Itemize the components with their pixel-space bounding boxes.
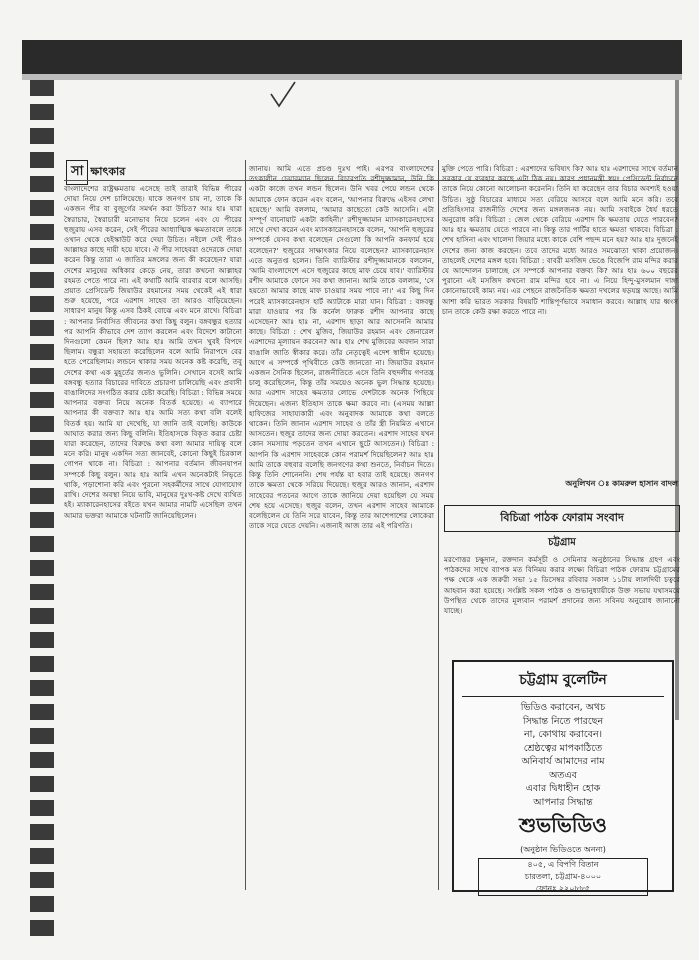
ad-line: এবার দ্বিধাহীন হোক [525,783,601,794]
scan-top-shadow [22,74,682,80]
ad-address-box [478,858,648,896]
ad-line: ভিডিও করাবেন, অথচ [520,702,606,713]
column-text: মুক্তি পেতে পারি। বিচিত্রা : এরশাদের ভবিষ্যৎ কি? আঃ হাঃ এরশাদের সাথে বর্তমান সরকার যে ব্যবহার করছে এটা ঠিক নয়। কারণ প্রধানমন্ত্রী স্বয়ং প্রেসিডেন্ট নির্বাচনে তাকে নিয়ে কোনো আলোচনা করেননি। তিনি যা করেছেন তার বিচার অবশ্যই হওয়া উচিত। সুষ্ঠু বিচারের মাধ্যমে সত্য বেরিয়ে আসবে বলে আমি মনে করি। তবে প্রতিহিংসার রাজনীতি দেশের জন্য মঙ্গলজনক নয়। আমি সবাইকে ধৈর্য ধরতে অনুরোধ করি। বিচিত্রা : জেল থেকে বেরিয়ে এরশাদ কি ক্ষমতায় যেতে পারবেন? আঃ হাঃ ক্ষমতায় যেতে পারবে না। কিন্তু তার পার্টির হাতে ক্ষমতা থাকবে। বিচিত্রা : শেখ হাসিনা এবং খালেদা জিয়ার মধ্যে কাকে বেশি পছন্দ মনে হয়? আঃ হাঃ দুজনেই দেশের জন্য কাজ করছেন। তবে তাদের মধ্যে আরও সমঝোতা থাকা প্রয়োজন। তাহলেই দেশের মঙ্গল হবে। বিচিত্রা : বাবরী মসজিদ ভেঙে বিজেপি রাম মন্দির করার যে আন্দোলন চালাচ্ছে সে সম্পর্কে আপনার বক্তব্য কি? আঃ হাঃ ৬০০ বছরের পুরানো এই মসজিদ কখনো রাম মন্দির হবে না। এ নিয়ে হিন্দু-মুসলমান দাঙ্গা কোনোভাবেই কাম্য নয়। এর পেছনে রাজনৈতিক ক্ষমতা দখলের ষড়যন্ত্র আছে। আমি আশা করি ভারত সরকার বিষয়টি শান্তিপূর্ণভাবে সমাধান করবে। আল্লাহ যার ধ্বংস চান তাকে কেউ রক্ষা করতে পারে না। [442,164,678,316]
byline: অনুলিখন ঃ কামরুল হাসান বাদল [565,479,678,488]
interview-column-1 [64,184,242,894]
ad-line: না, কোথায় করাবেন। [523,729,603,740]
ad-line: আপনার সিদ্ধান্ত [533,796,593,808]
ad-tagline: (অনুষ্ঠান ভিডিওতে অনন্য) [520,845,606,854]
ad-address-line: ৪০৫, এ বিপণি বিতান [527,860,599,869]
masthead-text: ক্ষাৎকার [90,165,126,178]
ad-address-line: চারতলা, চট্টগ্রাম-৪০০০ [524,872,602,881]
binder-holes [30,80,54,940]
masthead-box: সা [66,160,88,185]
ad-line: অনিবার্য আমাদের নাম [521,756,605,767]
forum-body: মরণোত্তর চক্ষুদান, রক্তদান কর্মসূচী ও সেমিনার অনুষ্ঠানের সিদ্ধান্ত গ্রহণ এবং পাঠকদের সাথে ব্যাপক মত বিনিময় করার লক্ষ্যে বিচিত্রা পাঠক ফোরাম চট্টগ্রামের পক্ষ থেকে এক জরুরী সভা ১৫ ডিসেম্বর রবিবার সকাল ১১টায় লালদিঘী চত্বরে আহবান করা হয়েছে। সংশ্লিষ্ট সকল পাঠক ও শুভানুধ্যায়ীকে উক্ত সভায় যথাসময়ে উপস্থিত থেকে তাদের মূল্যবান পরামর্শ প্রদানের জন্য সবিনয় অনুরোধ জানানো যাচ্ছে। [444,555,680,616]
ad-line: অতএব [549,769,577,781]
column-text: জানায়। আমি এতে প্রচণ্ড দুঃখ পাই। এরপর বাংলাদেশের তৎকালীন চেয়ারম্যান ছিলেন বিচারপতি রশীদুজ্জামান, উনি কি একটা কাজে তখন লন্ডন ছিলেন। উনি খবর পেয়ে লন্ডন থেকে আমাকে ফোন করেন এবং বলেন, 'আপনার বিরুদ্ধে এইসব লেখা হয়েছে।' আমি বললাম, 'আমার কাছেতো কেউ আসেনি। এটা সম্পূর্ণ বানোয়াট একটা কাহিনী।' রশীদুজ্জামান ম্যাসকারেনহাসের সাথে দেখা করেন এবং ম্যাসকারেনহাসকে বলেন, 'আপনি হুজুরের সম্পর্কে যেসব কথা বলেছেন সেগুলো কি আপনি কনফার্ম হয়ে বলেছেন?' হুজুরের সাক্ষাৎকার নিয়ে বলেছেন? ম্যাসকারেনহাস এতে অনুতপ্ত হলেন। তিনি ব্যারিস্টার রশীদুজ্জামানকে বললেন, 'আমি বাংলাদেশে এসে হুজুরের কাছে মাফ চেয়ে যাব।' ব্যারিস্টার রশীদ আমাকে ফোনে সব কথা জানান। আমি তাকে বললাম, 'সে হয়তো আমার কাছে মাফ চাওয়ার সময় পাবে না।' এর কিছু দিন পরেই ম্যাসকারেনহাস হার্ট অ্যাটাকে মারা যান। বিচিত্রা : বঙ্গবন্ধু মারা যাওয়ার পর কি কর্নেল ফারুক রশীদ আপনার কাছে এসেছেন? আঃ হাঃ না, এরশাদ ছাড়া আর আসেননি আমার কাছে। বিচিত্রা : শেখ মুজিব, জিয়াউর রহমান এবং জেনারেল এরশাদের মূল্যায়ন করবেন? আঃ হাঃ শেখ মুজিবের অবদান সারা বাঙালি জাতি স্বীকার করে। তাঁর নেতৃত্বেই এদেশ স্বাধীন হয়েছে। আগে এ সম্পর্কে পৃথিবীতে কেউ জানতো না। জিয়াউর রহমান একজন সৈনিক ছিলেন, রাজনীতিতে এসে তিনি বহুদলীয় গণতন্ত্র চালু করেছিলেন, কিন্তু তাঁর সময়েও অনেক ভুল সিদ্ধান্ত হয়েছে। আর এরশাদ সাহেব ক্ষমতার লোভে দেশটাকে অনেক পিছিয়ে দিয়েছেন। এজন্য ইতিহাস তাকে ক্ষমা করবে না। (এসময় আল্লা হাফিজের সাহায্যকারী এবং অনুবাদক আমাকে কথা বলতে থাকেন। তিনি জানান এরশাদ সাহেব ও তাঁর স্ত্রী নিয়মিত এখানে আসতেন। হুজুর তাদের জন্য দোয়া করতেন। এরশাদ সাহেব যখন কোন সমস্যায় পড়তেন তখন এখানে ছুটে আসতেন।) বিচিত্রা : আপনি কি এরশাদ সাহেবকে কোন পরামর্শ দিয়েছিলেন? আঃ হাঃ আমি তাকে বহুবার বলেছি জনগণের কথা শুনতে, নির্বাচন দিতে। কিন্তু তিনি শোনেননি। শেষ পর্যন্ত যা হবার তাই হয়েছে। জনগণ তাকে ক্ষমতা থেকে সরিয়ে দিয়েছে। হুজুর আরও জানান, এরশাদ সাহেবের পতনের আগে তাকে জানিয়ে দেয়া হয়েছিল যে সময় শেষ হয়ে এসেছে। হুজুর বলেন, তখন এরশাদ সাহেব আমাকে বলেছিলেন যে তিনি সরে যাবেন, কিন্তু তার আশেপাশের লোকেরা তাকে সরে যেতে দেয়নি। এজন্যই আজ তার এই পরিণতি। [249,164,434,531]
ad-line: সিদ্ধান্ত নিতে পারছেন [522,715,604,727]
ad-rule [462,696,664,697]
forum-title: বিচিত্রা পাঠক ফোরাম সংবাদ [444,505,680,532]
ad-brand: শুভভিডিও [519,813,607,837]
ad-line: শ্রেষ্ঠত্বের মাপকাঠিতে [523,742,603,754]
interview-column-2 [249,164,434,894]
column-divider [245,160,246,890]
interview-column-3 [442,164,678,476]
section-masthead [66,160,204,182]
column-text: বাংলাদেশের রাষ্ট্রক্ষমতায় এসেছে তাই তারাই বিভিন্ন পীরের দোয়া নিয়ে দেশ চালিয়েছে। যাকে জনগণ চায় না, তাকে কি একজন পীর বা বুজুর্গের সমর্থন করা উচিত? আঃ হাঃ যারা স্বৈরাচার, স্বৈরাচারী মনোভাব নিয়ে চলেন এবং যে পীরের হুজুরায় এসব করেন, সেই পীরের আধ্যাত্মিক ক্ষমতাবলে তাকে ওখান থেকে হেইস্কাউট করে দেয়া উচিত। নইলে সেই পীরও আল্লাহর কাছে দায়ী হয়ে যাবে। ঐ পীর সাহেবরা ওদেরকে দোয়া করেন কিন্তু তারা এ জাতির মঙ্গলের জন্য কী করেছেন? যারা দেশের মানুষের অধিকার কেড়ে নেয়, তারা কখনো আল্লাহর রহমত পেতে পারে না। এই কথাটি আমি বারবার বলে আসছি। প্রয়াত প্রেসিডেন্ট জিয়াউর রহমানের সময় থেকেই এই ধারা শুরু হয়েছে, পরে এরশাদ সাহেব তা আরও বাড়িয়েছেন। সাধারণ মানুষ কিন্তু এসব ঠিকই বোঝে এবং মনে রাখে। বিচিত্রা : আপনার নির্বাসিত জীবনের কথা কিছু বলুন। বঙ্গবন্ধুর হত্যার পর আপনি কীভাবে দেশ ত্যাগ করলেন এবং বিদেশে কাটানো দিনগুলো কেমন ছিল? আঃ হাঃ আমি তখন খুবই বিপদে ছিলাম। বন্ধুরা সহায়তা করেছিলেন বলে আমি নিরাপদে বের হতে পেরেছিলাম। লন্ডনে থাকার সময় অনেক কষ্ট করেছি, তবু দেশের কথা এক মুহূর্তের জন্যও ভুলিনি। সেখানে বসেই আমি বঙ্গবন্ধু হত্যার বিচারের দাবিতে প্রচারণা চালিয়েছি এবং প্রবাসী বাঙালিদের সংগঠিত করার চেষ্টা করেছি। বিচিত্রা : বিভিন্ন সময়ে আপনার বক্তব্য নিয়ে অনেক বিতর্ক হয়েছে। এ ব্যাপারে আপনার কী বক্তব্য? আঃ হাঃ আমি সত্য কথা বলি বলেই বিতর্ক হয়। আমি যা দেখেছি, যা জানি তাই বলেছি। কাউকে আঘাত করার জন্য কিছু বলিনি। ইতিহাসকে বিকৃত করার চেষ্টা যারা করেছেন, তাদের বিরুদ্ধে কথা বলা আমার দায়িত্ব বলে মনে করি। মানুষ একদিন সত্য জানবেই, কোনো কিছুই চিরকাল গোপন থাকে না। বিচিত্রা : আপনার বর্তমান জীবনযাপন সম্পর্কে কিছু বলুন। আঃ হাঃ আমি এখন অনেকটাই নিভৃতে থাকি, পড়াশোনা করি এবং পুরনো সহকর্মীদের সাথে যোগাযোগ রাখি। দেশের অবস্থা নিয়ে ভাবি, মানুষের দুঃখ-কষ্ট দেখে ব্যথিত হই। ম্যাকারেনহাসের বইতে যখন আমার নামটি এসেছিল তখন আমার ভক্তরা আমাকে ঘটনাটি জানিয়েছিলেন। [64,184,242,520]
column-divider [438,160,439,890]
forum-subtitle: চট্টগ্রাম [548,537,576,548]
ad-heading: চট্টগ্রাম বুলেটিন [519,672,607,688]
advertisement-box [452,660,674,892]
ad-phone: ফোনঃ ২২০৮৮৫ [535,884,591,893]
scan-top-border [22,40,682,74]
check-mark-icon [268,80,298,110]
reader-forum-notice [444,505,680,616]
